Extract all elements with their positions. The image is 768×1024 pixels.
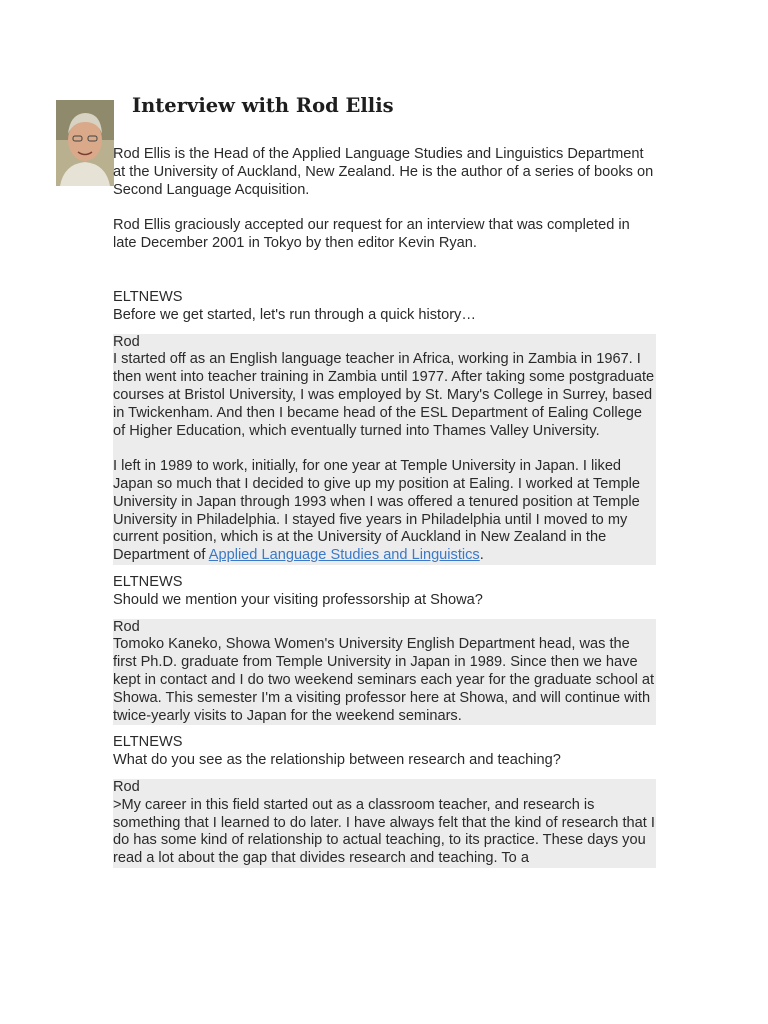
department-link[interactable]: Applied Language Studies and Linguistics <box>208 547 480 564</box>
respondent-answer: Tomoko Kaneko, Showa Women's University English Department head, was the first Ph.D. graduate from Temple University in Japan in 1989. Since then we have kept in contact and I do two weekend seminars each year for the graduate school at Showa. This semester I'm a visiting professor here at Showa, and will continue with twice-yearly visits to Japan for the weekend seminars. <box>113 636 655 724</box>
answer-text-end: . <box>479 547 484 564</box>
interviewer-label: ELTNEWS <box>113 288 183 305</box>
portrait-image <box>56 100 114 186</box>
respondent-block <box>113 619 656 726</box>
author-photo <box>56 100 114 186</box>
intro-paragraph-2: Rod Ellis graciously accepted our request for an interview that was completed in late December 2001 in Tokyo by then editor Kevin Ryan. <box>113 217 630 252</box>
interviewer-question: What do you see as the relationship between research and teaching? <box>113 752 561 769</box>
respondent-block <box>113 779 656 868</box>
respondent-label: Rod <box>113 778 140 795</box>
interviewer-block <box>113 574 656 610</box>
article-body <box>113 146 656 877</box>
respondent-answer <box>113 458 656 565</box>
interviewer-label: ELTNEWS <box>113 734 183 751</box>
respondent-label: Rod <box>113 618 140 635</box>
intro-paragraph-1: Rod Ellis is the Head of the Applied Language Studies and Linguistics Department at the University of Auckland, New Zealand. He is the author of a series of books on Second Language Acquisition. <box>113 146 654 198</box>
interviewer-block <box>113 289 656 325</box>
interviewer-block <box>113 734 656 770</box>
page-title: Interview with Rod Ellis <box>132 94 394 117</box>
respondent-answer: >My career in this field started out as a classroom teacher, and research is something that I learned to do later. I have always felt that the kind of research that I do has some kind of relationship to actual teaching, to its practice. These days you read a lot about the gap that divides research and teaching. To a <box>113 796 655 867</box>
respondent-block <box>113 334 656 565</box>
interviewer-label: ELTNEWS <box>113 573 183 590</box>
answer-text: I left in 1989 to work, initially, for one year at Temple University in Japan. I liked Japan so much that I decided to give up my position at Ealing. I worked at Temple University in Japan through 1993 when I was offered a tenured position at Temple University in Philadelphia. I stayed five years in Philadelphia until I moved to my current position, which is at the University of Auckland in New Zealand in the Department of <box>113 458 641 564</box>
respondent-label: Rod <box>113 333 140 350</box>
interviewer-question: Before we get started, let's run through a quick history… <box>113 306 476 323</box>
interviewer-question: Should we mention your visiting professorship at Showa? <box>113 591 483 608</box>
respondent-answer: I started off as an English language teacher in Africa, working in Zambia in 1967. I then went into teacher training in Zambia until 1977. After taking some postgraduate courses at Bristol University, I was employed by St. Mary's College in Surrey, based in Twickenham. And then I became head of the ESL Department of Ealing College of Higher Education, which eventually turned into Thames Valley University. <box>113 351 655 439</box>
